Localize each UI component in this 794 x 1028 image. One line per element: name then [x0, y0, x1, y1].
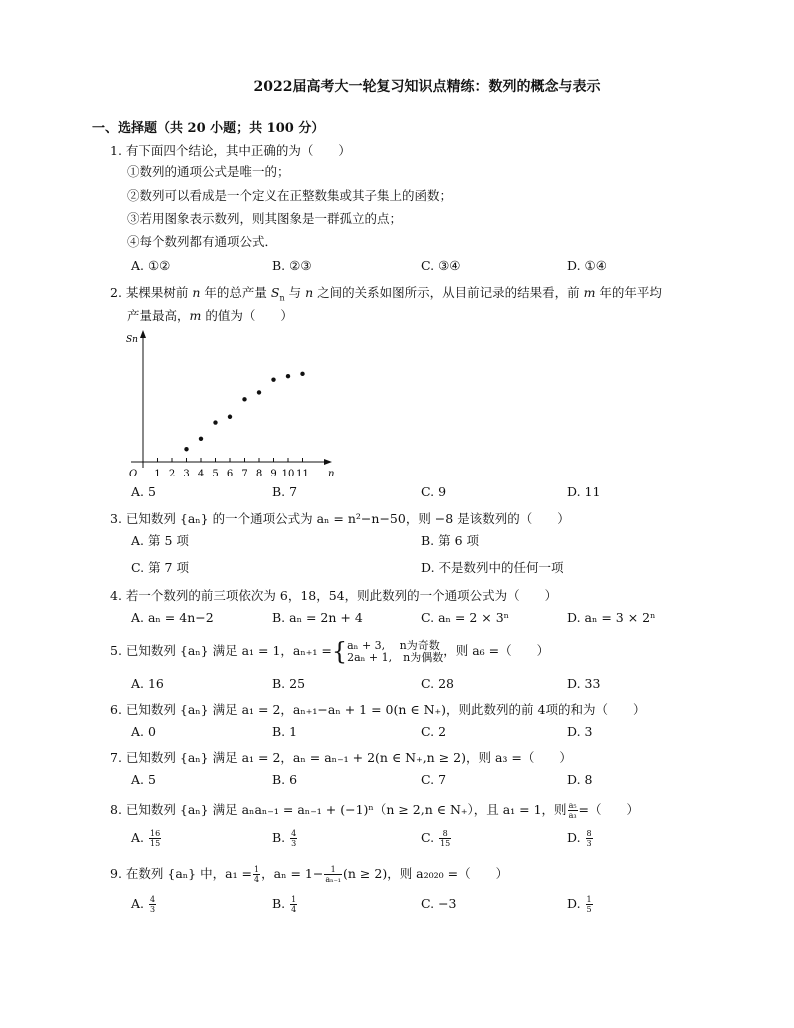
q6-option-c[interactable]: C. 2: [421, 724, 447, 739]
q3-option-a[interactable]: A. 第 5 项: [131, 533, 189, 548]
data-point: [228, 415, 232, 419]
x-axis-arrow: [324, 459, 332, 465]
x-tick-label: 6: [226, 469, 234, 476]
q3-option-d[interactable]: D. 不是数列中的任何一项: [421, 560, 564, 575]
q2-option-a[interactable]: A. 5: [131, 484, 156, 499]
q2-option-d[interactable]: D. 11: [567, 484, 601, 499]
x-tick-label: 7: [241, 469, 248, 476]
data-point: [213, 420, 217, 424]
x-tick-label: 3: [183, 469, 190, 476]
q9-option-b[interactable]: B. $\frac{1}{4}$: [272, 895, 297, 914]
q4-option-a[interactable]: A. aₙ = 4n−2: [131, 610, 214, 625]
question-1-stem: 1. 有下面四个结论，其中正确的为（ ）: [110, 143, 351, 158]
question-2-stem-line1: 2. 某棵果树前 n 年的总产量 $S_n$ 与 n 之间的关系如图所示，从目前记录的结果看，前 m 年的年平均: [110, 285, 662, 303]
q1-option-a[interactable]: A. ①②: [131, 258, 171, 273]
q8-option-a[interactable]: A. $\frac{16}{15}$: [131, 829, 161, 848]
data-point: [286, 374, 290, 378]
x-tick-label: 11: [296, 469, 309, 476]
q7-option-d[interactable]: D. 8: [567, 772, 593, 787]
question-4-stem: 4. 若一个数列的前三项依次为 6，18，54，则此数列的一个通项公式为（ ）: [110, 588, 558, 603]
data-point: [300, 372, 304, 376]
page-title: 2022届高考大一轮复习知识点精练：数列的概念与表示: [253, 79, 601, 95]
origin-label: O: [129, 469, 138, 476]
q4-option-d[interactable]: D. aₙ = 3 × 2ⁿ: [567, 610, 656, 625]
q4-option-c[interactable]: C. aₙ = 2 × 3ⁿ: [421, 610, 510, 625]
x-tick-label: 5: [212, 469, 219, 476]
q7-option-b[interactable]: B. 6: [272, 772, 298, 787]
q1-statement-1: ①数列的通项公式是唯一的；: [127, 164, 290, 179]
question-5-stem: 5. 已知数列 {aₙ} 满足 a₁ = 1，aₙ₊₁ ={ aₙ + 3, n为奇数 2aₙ + 1, n为偶数 ，则 a₆ =（ ）: [110, 637, 550, 666]
y-axis-arrow: [140, 330, 146, 338]
q9-option-c[interactable]: C. −3: [421, 896, 457, 911]
x-tick-label: 8: [255, 469, 263, 476]
q8-option-c[interactable]: C. $\frac{8}{15}$: [421, 829, 451, 848]
q9-option-a[interactable]: A. $\frac{4}{3}$: [131, 895, 156, 914]
question-6-stem: 6. 已知数列 {aₙ} 满足 a₁ = 2，aₙ₊₁−aₙ + 1 = 0(n ∈ N₊)，则此数列的前 4项的和为（ ）: [110, 702, 646, 717]
q5-option-c[interactable]: C. 28: [421, 676, 454, 691]
x-axis-label: n: [328, 469, 335, 476]
question-8-stem: 8. 已知数列 {aₙ} 满足 aₙaₙ₋₁ = aₙ₋₁ + (−1)ⁿ（n ≥ 2,n ∈ N₊），且 a₁ = 1，则 $\frac{\text{a₅}}{\text{a₃}}$ =（ ）: [110, 801, 640, 820]
data-point: [257, 390, 261, 394]
q6-option-b[interactable]: B. 1: [272, 724, 298, 739]
x-tick-label: 1: [154, 469, 161, 476]
q1-option-b[interactable]: B. ②③: [272, 258, 312, 273]
q1-statement-3: ③若用图象表示数列，则其图象是一群孤立的点；: [127, 211, 403, 226]
q3-option-b[interactable]: B. 第 6 项: [421, 533, 480, 548]
q7-option-a[interactable]: A. 5: [131, 772, 156, 787]
question-3-stem: 3. 已知数列 {aₙ} 的一个通项公式为 aₙ = n²−n−50，则 −8 是该数列的（ ）: [110, 511, 570, 526]
q8-option-b[interactable]: B. $\frac{4}{3}$: [272, 829, 297, 848]
x-tick-label: 4: [197, 469, 205, 476]
q1-option-c[interactable]: C. ③④: [421, 258, 461, 273]
data-point: [242, 397, 246, 401]
q5-option-b[interactable]: B. 25: [272, 676, 306, 691]
question-2-stem-line2: 产量最高，m 的值为（ ）: [127, 308, 293, 323]
section-heading: 一、选择题（共 20 小题；共 100 分）: [92, 121, 325, 136]
data-point: [199, 437, 203, 441]
sn-scatter-chart: [118, 326, 338, 476]
x-tick-label: 10: [281, 469, 295, 476]
q9-option-d[interactable]: D. $\frac{1}{5}$: [567, 895, 592, 914]
question-9-stem: 9. 在数列 {aₙ} 中，a₁ = $\frac{1}{4}$ ，aₙ = 1− $\frac{1}{\text{aₙ₋₁}}$ (n ≥ 2)，则 a₂₀₂₀ =（ ）: [110, 865, 509, 884]
data-point: [184, 447, 188, 451]
q6-option-d[interactable]: D. 3: [567, 724, 593, 739]
q1-statement-4: ④每个数列都有通项公式．: [127, 234, 278, 249]
q6-option-a[interactable]: A. 0: [131, 724, 156, 739]
q5-option-a[interactable]: A. 16: [131, 676, 164, 691]
q1-statement-2: ②数列可以看成是一个定义在正整数集或其子集上的函数；: [127, 188, 453, 203]
q5-option-d[interactable]: D. 33: [567, 676, 601, 691]
data-point: [271, 377, 275, 381]
q2-option-c[interactable]: C. 9: [421, 484, 447, 499]
q4-option-b[interactable]: B. aₙ = 2n + 4: [272, 610, 363, 625]
q1-option-d[interactable]: D. ①④: [567, 258, 607, 273]
q8-option-d[interactable]: D. $\frac{8}{3}$: [567, 829, 592, 848]
question-7-stem: 7. 已知数列 {aₙ} 满足 a₁ = 2，aₙ = aₙ₋₁ + 2(n ∈ N₊,n ≥ 2)，则 a₃ =（ ）: [110, 750, 572, 765]
q3-option-c[interactable]: C. 第 7 项: [131, 560, 189, 575]
q2-option-b[interactable]: B. 7: [272, 484, 298, 499]
q7-option-c[interactable]: C. 7: [421, 772, 447, 787]
x-tick-label: 2: [168, 469, 176, 476]
x-tick-label: 9: [270, 469, 277, 476]
y-axis-label: Sn: [126, 335, 138, 345]
